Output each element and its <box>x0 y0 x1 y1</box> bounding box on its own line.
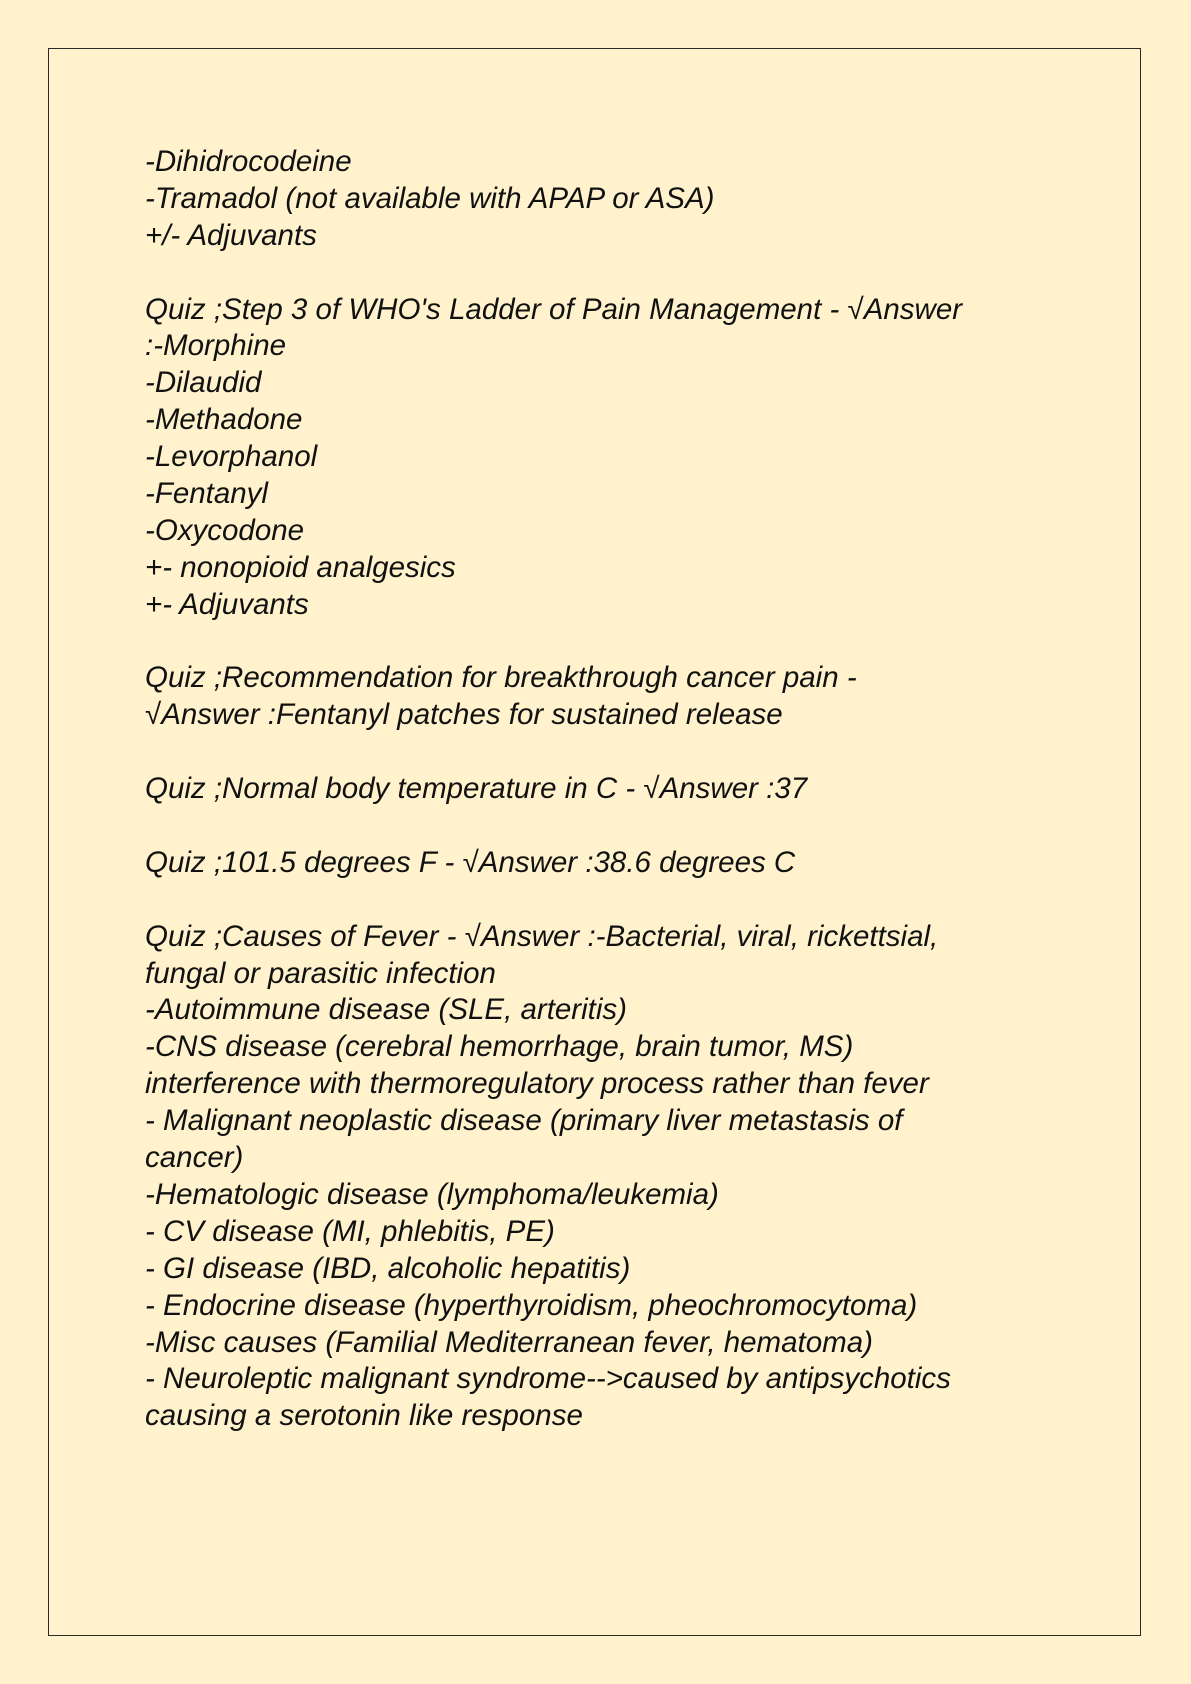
spacer <box>145 808 1065 845</box>
text-line: - Neuroleptic malignant syndrome-->caused by antipsychotics <box>145 1362 951 1396</box>
text-line: +/- Adjuvants <box>145 218 317 252</box>
text-line: -Tramadol (not available with APAP or ASA) <box>145 181 715 215</box>
text-line: -Misc causes (Familial Mediterranean fever, hematoma) <box>145 1325 873 1359</box>
text-line: causing a serotonin like response <box>145 1399 583 1433</box>
text-line: Quiz ;Causes of Fever - √Answer :-Bacterial, viral, rickettsial, <box>145 919 939 953</box>
spacer <box>145 624 1065 661</box>
text-line: cancer) <box>145 1141 244 1175</box>
text-line: -CNS disease (cerebral hemorrhage, brain tumor, MS) <box>145 1030 854 1064</box>
text-line: -Levorphanol <box>145 440 318 474</box>
text-line: - CV disease (MI, phlebitis, PE) <box>145 1214 555 1248</box>
text-line: √Answer :Fentanyl patches for sustained release <box>145 698 783 732</box>
text-block-drug-list <box>145 144 1065 255</box>
text-line: -Methadone <box>145 403 303 437</box>
text-line: - Malignant neoplastic disease (primary liver metastasis of <box>145 1104 903 1138</box>
spacer <box>145 734 1065 771</box>
text-line: Quiz ;Recommendation for breakthrough cancer pain - <box>145 661 857 695</box>
quiz-block-causes-of-fever <box>145 919 1065 1435</box>
text-line: Quiz ;Normal body temperature in C - √Answer :37 <box>145 772 808 806</box>
text-line: interference with thermoregulatory process rather than fever <box>145 1067 929 1101</box>
document-body <box>145 144 1065 1435</box>
text-line: -Dilaudid <box>145 366 262 400</box>
text-line: - GI disease (IBD, alcoholic hepatitis) <box>145 1251 631 1285</box>
text-line: -Fentanyl <box>145 477 268 511</box>
text-line: fungal or parasitic infection <box>145 956 496 990</box>
text-line: -Dihidrocodeine <box>145 145 352 178</box>
text-line: Quiz ;101.5 degrees F - √Answer :38.6 degrees C <box>145 845 796 879</box>
text-line: - Endocrine disease (hyperthyroidism, pheochromocytoma) <box>145 1288 918 1322</box>
text-line: Quiz ;Step 3 of WHO's Ladder of Pain Management - √Answer <box>145 292 963 326</box>
text-line: -Hematologic disease (lymphoma/leukemia) <box>145 1177 719 1211</box>
spacer <box>145 882 1065 919</box>
text-line: +- Adjuvants <box>145 587 309 621</box>
quiz-block-temperature-conversion <box>145 845 1065 882</box>
text-line: -Autoimmune disease (SLE, arteritis) <box>145 993 628 1027</box>
spacer <box>145 255 1065 292</box>
text-line: :-Morphine <box>145 329 287 363</box>
text-line: -Oxycodone <box>145 513 305 547</box>
quiz-block-who-ladder-step3 <box>145 292 1065 624</box>
quiz-block-breakthrough-pain <box>145 660 1065 734</box>
text-line: +- nonopioid analgesics <box>145 550 456 584</box>
quiz-block-normal-temperature <box>145 771 1065 808</box>
